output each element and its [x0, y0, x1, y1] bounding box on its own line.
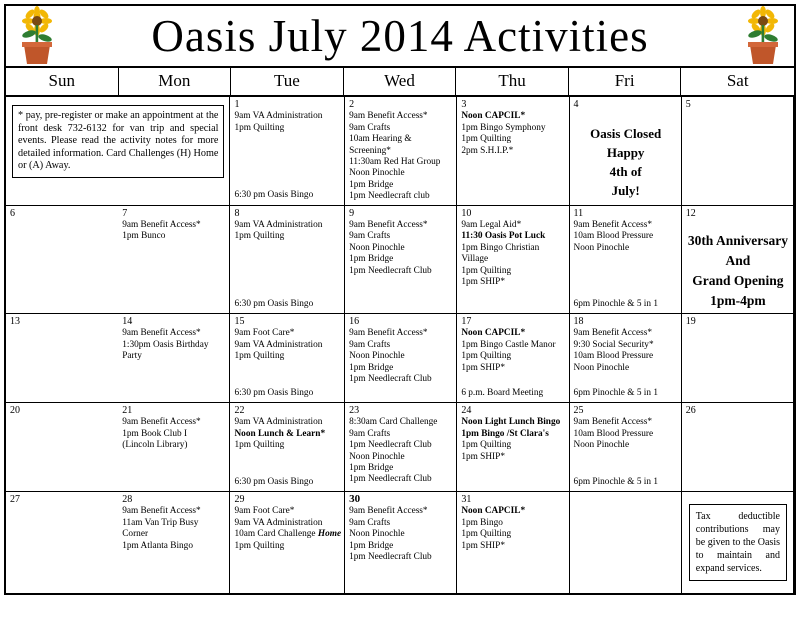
day-number: 20 [10, 405, 20, 417]
weekday-sun: Sun [6, 68, 119, 95]
holiday-notice-line: July! [611, 183, 640, 199]
calendar-day-cell [682, 403, 794, 492]
weekday-mon: Mon [119, 68, 232, 95]
event-item: 9am Legal Aid* [461, 220, 522, 231]
day-number: 9 [349, 207, 355, 219]
event-item: 9am Benefit Access* [122, 328, 201, 339]
event-item: 11am Van Trip Busy [122, 517, 199, 528]
day-number: 18 [573, 316, 584, 328]
day-number: 24 [461, 405, 472, 417]
day-number: 13 [10, 316, 20, 328]
event-item: 1pm SHIP* [461, 451, 505, 462]
evening-event: 6pm Pinochle & 5 in 1 [573, 298, 658, 309]
day-number: 16 [349, 316, 360, 328]
calendar-day-cell [682, 97, 794, 206]
calendar-day-cell [6, 492, 118, 593]
calendar-day-cell [230, 206, 345, 314]
event-item: Noon Pinochle [573, 242, 630, 253]
title-banner [4, 4, 796, 68]
day-number: 2 [349, 99, 355, 110]
weekday-thu: Thu [456, 68, 569, 95]
event-item: 1pm Book Club I [122, 428, 188, 439]
day-number: 31 [461, 494, 472, 505]
anniversary-notice-line: And [725, 253, 751, 269]
evening-event: 6:30 pm Oasis Bingo [234, 387, 314, 398]
event-item: 1pm Bingo Castle Manor [461, 339, 556, 350]
event-item: 10am Blood Pressure [573, 428, 654, 439]
event-item: 9am VA Administration [234, 517, 323, 528]
event-item: Noon CAPCIL* [461, 111, 526, 122]
event-item: 1pm Bridge [349, 362, 394, 373]
event-item: 1pm Bingo Christian [461, 242, 540, 253]
event-item: (Lincoln Library) [122, 440, 188, 451]
day-number: 3 [461, 99, 467, 110]
calendar-day-cell [118, 403, 230, 492]
event-item: 10am Card Challenge Home [234, 529, 342, 540]
event-item: 1pm Quilting [234, 231, 285, 242]
calendar-day-cell [345, 403, 457, 492]
evening-event: 6pm Pinochle & 5 in 1 [573, 476, 658, 487]
day-number: 27 [10, 494, 20, 505]
event-item: 9am Crafts [349, 428, 391, 439]
day-number: 14 [122, 316, 133, 328]
holiday-notice-line: Oasis Closed [590, 126, 662, 142]
calendar-day-cell [230, 492, 345, 593]
event-item: 9am VA Administration [234, 339, 323, 350]
event-item: 1:30pm Oasis Birthday [122, 339, 209, 350]
event-item: 11:30am Red Hat Group [349, 157, 441, 168]
sunflower-icon [10, 8, 64, 66]
event-item: 1pm Bridge [349, 463, 394, 474]
calendar-day-cell [118, 314, 230, 403]
event-item: 9am Benefit Access* [573, 417, 653, 428]
event-item: 11:30 Oasis Pot Luck [461, 231, 546, 242]
event-item: Noon Pinochle [573, 440, 630, 451]
day-number: 5 [685, 99, 691, 110]
event-item: 9am Foot Care* [234, 328, 295, 339]
event-item: 9am Benefit Access* [349, 328, 428, 339]
event-item: Noon Lunch & Learn* [234, 428, 326, 439]
calendar-day-cell [345, 206, 457, 314]
anniversary-notice-line: Grand Opening [692, 273, 784, 289]
calendar-day-cell [682, 314, 794, 403]
day-number: 22 [234, 405, 245, 417]
event-item: 1pm SHIP* [461, 540, 505, 551]
event-item: Village [461, 254, 489, 265]
tax-deductible-note: Tax deductible contributions may be given to the Oasis to maintain and expand services. [689, 504, 787, 581]
calendar-day-cell [457, 206, 569, 314]
calendar-day-cell [6, 403, 118, 492]
event-item: 1pm Bridge [349, 179, 394, 190]
event-item-emphasis: Home [317, 529, 342, 540]
event-item: 1pm Quilting [234, 440, 285, 451]
event-item: 1pm Quilting [461, 351, 512, 362]
calendar-day-cell [570, 206, 682, 314]
evening-event: 6 p.m. Board Meeting [461, 387, 544, 398]
day-number: 1 [234, 99, 240, 110]
event-item: Noon Light Lunch Bingo [461, 417, 561, 428]
event-item: 9am Crafts [349, 122, 391, 133]
event-item: 1pm Bunco [122, 231, 166, 242]
event-item: 1pm Quilting [461, 440, 512, 451]
event-item: 9am Crafts [349, 231, 391, 242]
day-number: 8 [234, 207, 240, 219]
event-item: Noon Pinochle [349, 451, 405, 462]
event-item: 1pm Needlecraft Club [349, 374, 432, 385]
weekday-fri: Fri [569, 68, 682, 95]
calendar-day-cell [570, 97, 682, 206]
event-item: 1pm Bingo /St Clara's [461, 428, 549, 439]
day-number: 6 [10, 207, 15, 219]
event-item: 1pm Bridge [349, 254, 394, 265]
event-item: Noon Pinochle [349, 529, 405, 540]
holiday-notice-line: Happy [606, 145, 645, 161]
event-item: 9am Benefit Access* [349, 111, 428, 122]
event-item: 8:30am Card Challenge [349, 417, 438, 428]
event-item: 1pm Needlecraft Club [349, 265, 432, 276]
calendar-day-cell [230, 97, 345, 206]
calendar-day-cell [345, 492, 457, 593]
weekday-tue: Tue [231, 68, 344, 95]
day-number: 12 [685, 207, 696, 219]
event-item: 1pm Needlecraft Club [349, 440, 432, 451]
calendar-day-cell [682, 206, 794, 314]
event-item: 1pm SHIP* [461, 277, 505, 288]
event-item: 9:30 Social Security* [573, 339, 654, 350]
calendar-day-cell [457, 314, 569, 403]
event-item: Noon Pinochle [349, 168, 405, 179]
event-item: 9am Benefit Access* [122, 417, 201, 428]
calendar-day-cell [230, 403, 345, 492]
event-item: 1pm Bingo Symphony [461, 122, 546, 133]
event-item: 1pm Quilting [234, 351, 285, 362]
page-title: Oasis July 2014 Activities [151, 11, 649, 61]
calendar-day-cell [6, 206, 118, 314]
day-number: 10 [461, 207, 472, 219]
anniversary-notice [686, 231, 790, 311]
event-item: 9am Benefit Access* [573, 328, 653, 339]
calendar-grid [4, 97, 796, 595]
day-number: 23 [349, 405, 360, 417]
weekday-wed: Wed [344, 68, 457, 95]
calendar-day-cell [457, 403, 569, 492]
day-number: 30 [349, 493, 361, 505]
event-item: Corner [122, 529, 149, 540]
calendar-day-cell [682, 492, 794, 593]
day-number: 7 [122, 207, 128, 219]
calendar-day-cell [345, 97, 457, 206]
event-item: 1pm Quilting [461, 529, 512, 540]
weekday-sat: Sat [726, 71, 749, 90]
event-item: 9am Benefit Access* [349, 220, 428, 231]
event-item: 1pm Bingo [461, 517, 503, 528]
event-item: 10am Blood Pressure [573, 351, 654, 362]
event-item: Noon Pinochle [349, 351, 405, 362]
calendar-day-cell [118, 492, 230, 593]
event-item: 2pm S.H.I.P.* [461, 145, 514, 156]
calendar-day-cell [6, 314, 118, 403]
calendar-day-cell [457, 492, 569, 593]
event-item: 1pm Needlecraft Club [349, 474, 432, 485]
day-number: 19 [685, 316, 696, 328]
calendar-day-cell [118, 206, 230, 314]
event-item: 9am Crafts [349, 339, 391, 350]
day-number: 4 [573, 99, 579, 110]
event-item: 9am Benefit Access* [573, 220, 653, 231]
activity-notes-box: * pay, pre-register or make an appointment at the front desk 732-6132 for van trip and special events. Please read the activity notes for more detailed information. Card Challenges (H) Home or (A) Away. [12, 105, 224, 178]
event-item: 1pm SHIP* [461, 362, 505, 373]
calendar-day-cell [6, 97, 230, 206]
evening-event: 6:30 pm Oasis Bingo [234, 298, 314, 309]
calendar-day-cell [457, 97, 569, 206]
day-number: 11 [573, 207, 584, 219]
day-number: 15 [234, 316, 245, 328]
day-number: 26 [685, 405, 696, 417]
event-item: 9am VA Administration [234, 417, 323, 428]
calendar-day-cell [345, 314, 457, 403]
day-number: 29 [234, 494, 245, 505]
anniversary-notice-line: 30th Anniversary [687, 233, 788, 249]
event-item: 9am VA Administration [234, 220, 323, 231]
event-item: 9am Benefit Access* [349, 506, 428, 517]
event-item: Noon CAPCIL* [461, 328, 526, 339]
event-item: 1pm Needlecraft club [349, 191, 430, 202]
event-item: Noon Pinochle [573, 362, 630, 373]
holiday-notice-line: 4th of [609, 164, 642, 180]
event-item: 1pm Quilting [461, 134, 512, 145]
calendar-day-cell [570, 492, 682, 593]
holiday-notice [574, 124, 678, 200]
event-item: 10am Blood Pressure [573, 231, 654, 242]
event-item: 9am Benefit Access* [122, 506, 201, 517]
day-number: 25 [573, 405, 584, 417]
anniversary-notice-line: 1pm-4pm [710, 293, 766, 309]
calendar-day-cell [570, 403, 682, 492]
day-number: 21 [122, 405, 133, 417]
event-item: 1pm Quilting [461, 265, 512, 276]
event-item: Noon CAPCIL* [461, 506, 526, 517]
event-item: 1pm Bridge [349, 540, 394, 551]
event-item: Party [122, 351, 142, 362]
event-item: Noon Pinochle [349, 242, 405, 253]
event-item: 9am Crafts [349, 517, 391, 528]
evening-event: 6pm Pinochle & 5 in 1 [573, 387, 658, 398]
weekday-header-row [4, 68, 796, 97]
event-item: 9am VA Administration [234, 111, 323, 122]
evening-event: 6:30 pm Oasis Bingo [234, 476, 314, 487]
calendar-day-cell [230, 314, 345, 403]
event-item: 1pm Needlecraft Club [349, 552, 432, 563]
event-item: 9am Benefit Access* [122, 220, 201, 231]
event-item: 1pm Atlanta Bingo [122, 540, 193, 551]
event-item: Screening* [349, 145, 391, 156]
event-item: 10am Hearing & [349, 134, 412, 145]
event-item: 1pm Quilting [234, 122, 285, 133]
day-number: 28 [122, 494, 133, 505]
day-number: 17 [461, 316, 472, 328]
calendar-day-cell [570, 314, 682, 403]
evening-event: 6:30 pm Oasis Bingo [234, 190, 314, 201]
event-item: 9am Foot Care* [234, 506, 295, 517]
sunflower-icon [736, 8, 790, 66]
event-item: 1pm Quilting [234, 540, 285, 551]
